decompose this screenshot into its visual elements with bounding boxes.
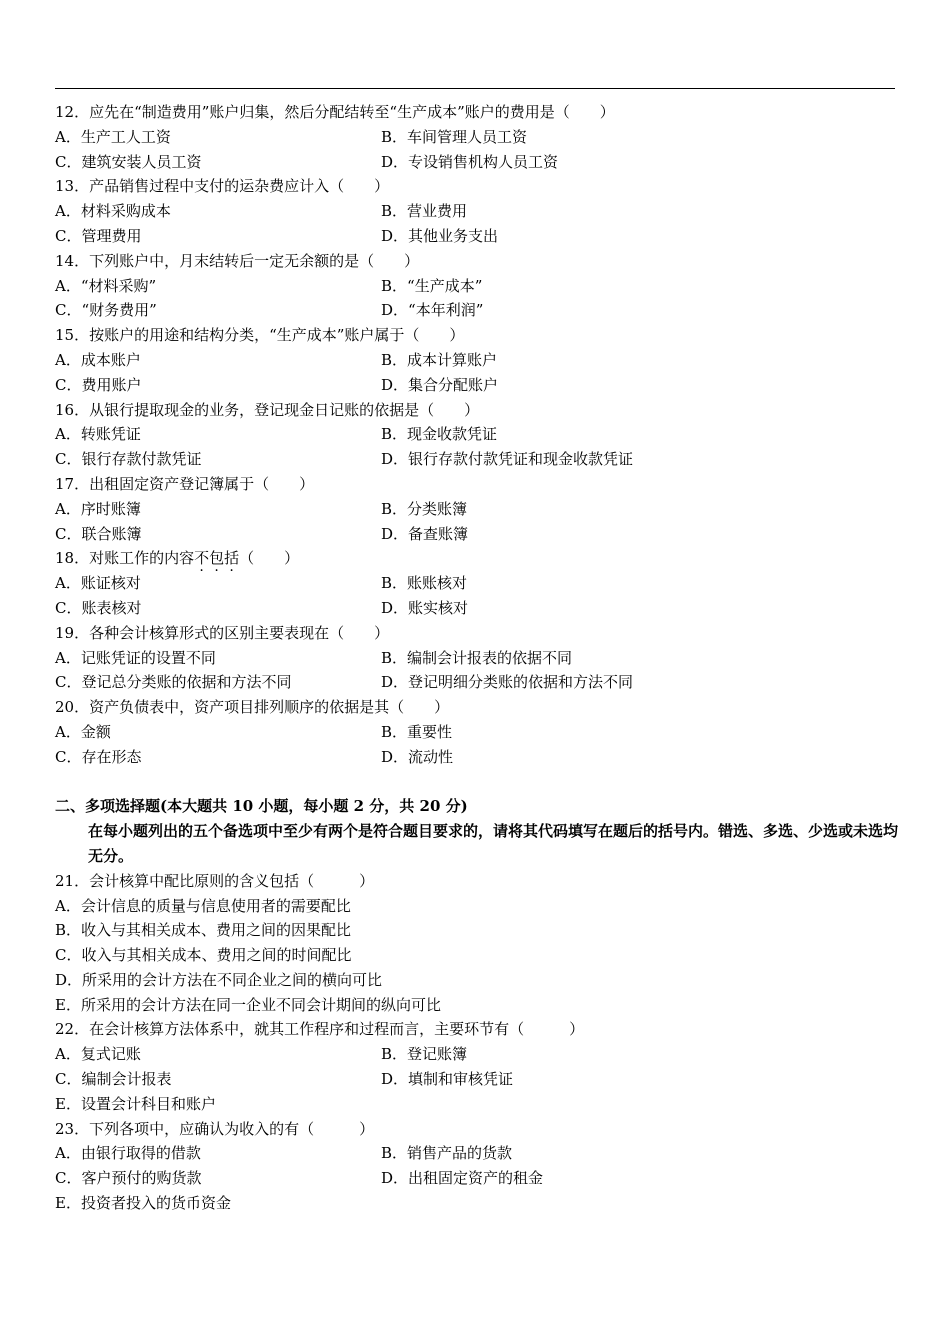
option: C．联合账簿 bbox=[55, 524, 142, 543]
option: E．所采用的会计方法在同一企业不同会计期间的纵向可比 bbox=[55, 995, 441, 1014]
emphasis-char: 不 bbox=[194, 549, 210, 568]
option-row bbox=[55, 646, 900, 671]
option-row bbox=[55, 745, 900, 770]
option-row bbox=[55, 670, 900, 695]
question-stem bbox=[55, 546, 900, 571]
option: C．存在形态 bbox=[55, 747, 142, 766]
section-heading: 二、多项选择题(本大题共 10 小题，每小题 2 分，共 20 分) bbox=[55, 797, 468, 816]
option: D．“本年利润” bbox=[381, 301, 484, 320]
option: C．“财务费用” bbox=[55, 301, 157, 320]
option: D．流动性 bbox=[381, 747, 454, 766]
option: C．收入与其相关成本、费用之间的时间配比 bbox=[55, 946, 352, 965]
question-stem: 13．产品销售过程中支付的运杂费应计入（ ） bbox=[55, 177, 390, 196]
option: A．材料采购成本 bbox=[55, 202, 171, 221]
option: C．客户预付的购货款 bbox=[55, 1169, 202, 1188]
option: B．收入与其相关成本、费用之间的因果配比 bbox=[55, 921, 352, 940]
option: C．管理费用 bbox=[55, 226, 142, 245]
question-stem: 14．下列账户中，月末结转后一定无余额的是（ ） bbox=[55, 251, 420, 270]
option: B．分类账簿 bbox=[381, 499, 468, 518]
option-row bbox=[55, 447, 900, 472]
option: D．账实核对 bbox=[381, 598, 469, 617]
question-stem: 16．从银行提取现金的业务，登记现金日记账的依据是（ ） bbox=[55, 400, 480, 419]
option: D．填制和审核凭证 bbox=[381, 1070, 514, 1089]
question-stem: 20．资产负债表中，资产项目排列顺序的依据是其（ ） bbox=[55, 698, 450, 717]
option: B．编制会计报表的依据不同 bbox=[381, 648, 573, 667]
option-row bbox=[55, 1166, 900, 1191]
option: D．所采用的会计方法在不同企业之间的横向可比 bbox=[55, 970, 383, 989]
option: A．转账凭证 bbox=[55, 425, 141, 444]
option-row bbox=[55, 596, 900, 621]
option: A．由银行取得的借款 bbox=[55, 1144, 201, 1163]
option-row bbox=[55, 298, 900, 323]
option-row bbox=[55, 274, 900, 299]
option-row bbox=[55, 1042, 900, 1067]
option-row bbox=[55, 1141, 900, 1166]
option-row bbox=[55, 125, 900, 150]
option: A．生产工人工资 bbox=[55, 127, 171, 146]
section-instruction: 在每小题列出的五个备选项中至少有两个是符合题目要求的，请将其代码填写在题后的括号内。错选、多选、少选或未选均无分。 bbox=[88, 822, 899, 865]
option: B．登记账簿 bbox=[381, 1045, 468, 1064]
option: A．记账凭证的设置不同 bbox=[55, 648, 216, 667]
option: A．序时账簿 bbox=[55, 499, 141, 518]
option: D．集合分配账户 bbox=[381, 375, 499, 394]
option: B．车间管理人员工资 bbox=[381, 127, 528, 146]
option: D．备查账簿 bbox=[381, 524, 469, 543]
header-rule bbox=[55, 88, 895, 89]
option: E．投资者投入的货币资金 bbox=[55, 1194, 231, 1213]
emphasis-dotted-text bbox=[194, 549, 239, 567]
emphasis-char: 括 bbox=[224, 549, 240, 568]
question-stem: 23．下列各项中，应确认为收入的有（ ） bbox=[55, 1119, 375, 1138]
question-stem: 12．应先在“制造费用”账户归集，然后分配结转至“生产成本”账户的费用是（ ） bbox=[55, 103, 615, 121]
option-row bbox=[55, 497, 900, 522]
option: D．专设销售机构人员工资 bbox=[381, 152, 559, 171]
option: C．费用账户 bbox=[55, 375, 142, 394]
spacer bbox=[55, 770, 900, 795]
option: A．账证核对 bbox=[55, 574, 141, 593]
option: B．账账核对 bbox=[381, 574, 468, 593]
option-row bbox=[55, 348, 900, 373]
question-stem: 21．会计核算中配比原则的含义包括（ ） bbox=[55, 871, 375, 890]
option: B．成本计算账户 bbox=[381, 350, 498, 369]
option: C．银行存款付款凭证 bbox=[55, 450, 202, 469]
stem-text: 18．对账工作的内容 bbox=[55, 549, 195, 568]
option: C．登记总分类账的依据和方法不同 bbox=[55, 673, 292, 692]
option: E．设置会计科目和账户 bbox=[55, 1094, 216, 1113]
option-row bbox=[55, 1067, 900, 1092]
option-row bbox=[55, 720, 900, 745]
option: B．销售产品的货款 bbox=[381, 1144, 513, 1163]
option: B．现金收款凭证 bbox=[381, 425, 498, 444]
option-row bbox=[55, 422, 900, 447]
option: B．营业费用 bbox=[381, 202, 468, 221]
option: C．账表核对 bbox=[55, 598, 142, 617]
question-stem: 19．各种会计核算形式的区别主要表现在（ ） bbox=[55, 623, 390, 642]
option-row bbox=[55, 224, 900, 249]
option: D．出租固定资产的租金 bbox=[381, 1169, 544, 1188]
option: D．登记明细分类账的依据和方法不同 bbox=[381, 673, 634, 692]
option: A．复式记账 bbox=[55, 1045, 141, 1064]
stem-text: （ ） bbox=[239, 549, 300, 568]
question-stem: 15．按账户的用途和结构分类，“生产成本”账户属于（ ） bbox=[55, 326, 465, 345]
option-row bbox=[55, 373, 900, 398]
option: A．会计信息的质量与信息使用者的需要配比 bbox=[55, 896, 351, 915]
option: B．“生产成本” bbox=[381, 276, 483, 295]
option: C．编制会计报表 bbox=[55, 1070, 172, 1089]
question-stem: 17．出租固定资产登记簿属于（ ） bbox=[55, 474, 315, 493]
exam-page bbox=[55, 100, 900, 1216]
question-stem: 22．在会计核算方法体系中，就其工作程序和过程而言，主要环节有（ ） bbox=[55, 1020, 585, 1039]
option: A．金额 bbox=[55, 722, 111, 741]
option: A．“材料采购” bbox=[55, 276, 157, 295]
option-row bbox=[55, 522, 900, 547]
option: D．银行存款付款凭证和现金收款凭证 bbox=[381, 450, 634, 469]
option-row bbox=[55, 150, 900, 175]
option: B．重要性 bbox=[381, 722, 453, 741]
option: A．成本账户 bbox=[55, 350, 141, 369]
option-row bbox=[55, 571, 900, 596]
option-row bbox=[55, 199, 900, 224]
emphasis-char: 包 bbox=[209, 549, 225, 568]
option: D．其他业务支出 bbox=[381, 226, 499, 245]
option: C．建筑安装人员工资 bbox=[55, 152, 202, 171]
